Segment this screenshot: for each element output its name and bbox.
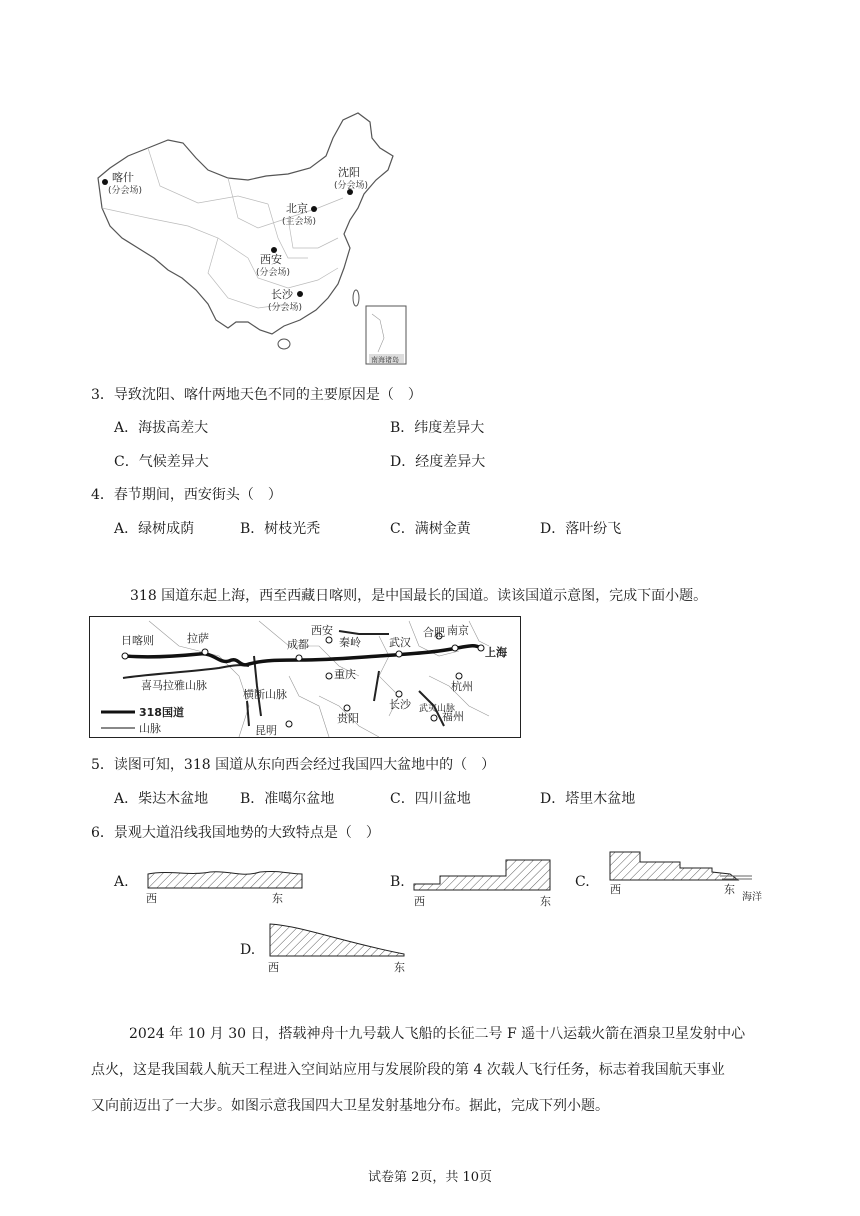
label-hangzhou: 杭州 xyxy=(451,680,473,693)
q6-b-west: 西 xyxy=(414,895,425,908)
q4-option-d[interactable]: D．落叶纷飞 xyxy=(540,521,622,537)
changsha-dot xyxy=(297,291,303,297)
label-shanghai: 上海 xyxy=(485,646,507,659)
xian-label: 西安 xyxy=(260,253,282,266)
space-intro-line2: 点火，这是我国载人航天工程进入空间站应用与发展阶段的第 4 次载人飞行任务，标志着我国航天事业 xyxy=(91,1062,725,1078)
q3-option-d[interactable]: D．经度差异大 xyxy=(390,454,486,470)
q6-option-d-label[interactable]: D. xyxy=(240,942,256,958)
q5-option-d[interactable]: D．塔里木盆地 xyxy=(540,791,636,807)
taiwan-island xyxy=(353,290,359,306)
label-wuhan: 武汉 xyxy=(389,636,411,649)
q4-option-c[interactable]: C．满树金黄 xyxy=(390,521,471,537)
q6-b-east: 东 xyxy=(540,895,551,908)
label-xian: 西安 xyxy=(311,624,333,637)
legend-road: 318国道 xyxy=(139,706,184,719)
q6-a-east: 东 xyxy=(272,892,283,904)
q5-stem: 5．读图可知，318 国道从东向西会经过我国四大盆地中的（ ） xyxy=(91,757,496,773)
road-318-map xyxy=(89,616,521,738)
label-fuzhou: 福州 xyxy=(442,710,464,723)
label-hefei: 合肥 xyxy=(423,626,445,639)
q4-option-a[interactable]: A．绿树成荫 xyxy=(114,521,195,537)
q6-a-west: 西 xyxy=(146,892,157,904)
q6-option-b-label[interactable]: B. xyxy=(390,874,405,890)
q4-option-b[interactable]: B．树枝光秃 xyxy=(240,521,321,537)
space-intro xyxy=(91,1016,781,1124)
q5-option-a[interactable]: A．柴达木盆地 xyxy=(114,791,209,807)
q4-stem: 4．春节期间，西安街头（ ） xyxy=(91,487,282,503)
q3-stem: 3．导致沈阳、喀什两地天色不同的主要原因是（ ） xyxy=(91,387,422,403)
beijing-tag: (主会场) xyxy=(282,217,317,227)
label-wuyi: 武夷山脉 xyxy=(419,704,456,714)
label-nanjing: 南京 xyxy=(447,624,469,637)
q3-option-a[interactable]: A．海拔高差大 xyxy=(114,420,209,436)
q3-option-c[interactable]: C．气候差异大 xyxy=(114,454,209,470)
hainan-island xyxy=(278,339,290,349)
inset-label: 南海诸岛 xyxy=(371,356,399,364)
q6-option-c-label[interactable]: C. xyxy=(575,874,590,890)
label-himalaya: 喜马拉雅山脉 xyxy=(141,679,207,692)
beijing-label: 北京 xyxy=(286,202,308,215)
q6-d-west: 西 xyxy=(268,961,279,974)
china-outline xyxy=(98,113,393,334)
q6-option-a-label[interactable]: A. xyxy=(114,874,129,890)
label-chengdu: 成都 xyxy=(287,638,309,651)
space-intro-line3: 又向前迈出了一大步。如图示意我国四大卫星发射基地分布。据此，完成下列小题。 xyxy=(91,1098,609,1114)
q6-c-ocean: 海洋 xyxy=(742,892,762,903)
q3-option-b[interactable]: B．纬度差异大 xyxy=(390,420,485,436)
legend-mountain: 山脉 xyxy=(139,722,161,735)
kashgar-tag: (分会场) xyxy=(108,186,143,196)
q5-option-b[interactable]: B．准噶尔盆地 xyxy=(240,791,335,807)
label-lasa: 拉萨 xyxy=(187,632,209,645)
q6-option-b-profile[interactable] xyxy=(410,856,560,908)
q6-c-east: 东 xyxy=(724,883,735,896)
q6-option-d-profile[interactable] xyxy=(262,920,412,976)
kashgar-dot xyxy=(102,179,108,185)
changsha-tag: (分会场) xyxy=(268,303,303,313)
xian-tag: (分会场) xyxy=(256,268,291,278)
intro-318: 318 国道东起上海，西至西藏日喀则，是中国最长的国道。读该国道示意图，完成下面小题。 xyxy=(130,588,708,604)
q5-option-c[interactable]: C．四川盆地 xyxy=(390,791,471,807)
label-hengduan: 横断山脉 xyxy=(243,688,287,701)
q6-option-a-profile[interactable] xyxy=(140,862,310,904)
label-chongqing: 重庆 xyxy=(334,668,356,681)
beijing-dot xyxy=(311,206,317,212)
q6-stem: 6．景观大道沿线我国地势的大致特点是（ ） xyxy=(91,825,380,841)
shenyang-tag: (分会场) xyxy=(334,181,369,191)
kashgar-label: 喀什 xyxy=(112,171,134,184)
q6-c-west: 西 xyxy=(610,883,621,896)
china-map-figure xyxy=(88,108,410,370)
changsha-label: 长沙 xyxy=(271,288,293,301)
label-guiyang: 贵阳 xyxy=(337,712,359,725)
q6-option-c-profile[interactable] xyxy=(602,848,774,906)
label-changsha: 长沙 xyxy=(389,698,411,711)
label-qinling: 秦岭 xyxy=(339,636,361,649)
q6-d-east: 东 xyxy=(394,961,405,974)
label-rikaze: 日喀则 xyxy=(121,634,154,647)
space-intro-line1: 2024 年 10 月 30 日，搭载神舟十九号载人飞船的长征二号 F 遥十八运载火箭在酒泉卫星发射中心 xyxy=(129,1026,746,1042)
shenyang-label: 沈阳 xyxy=(338,166,360,179)
page-footer: 试卷第 2页，共 10页 xyxy=(367,1170,493,1185)
label-kunming: 昆明 xyxy=(255,724,277,737)
